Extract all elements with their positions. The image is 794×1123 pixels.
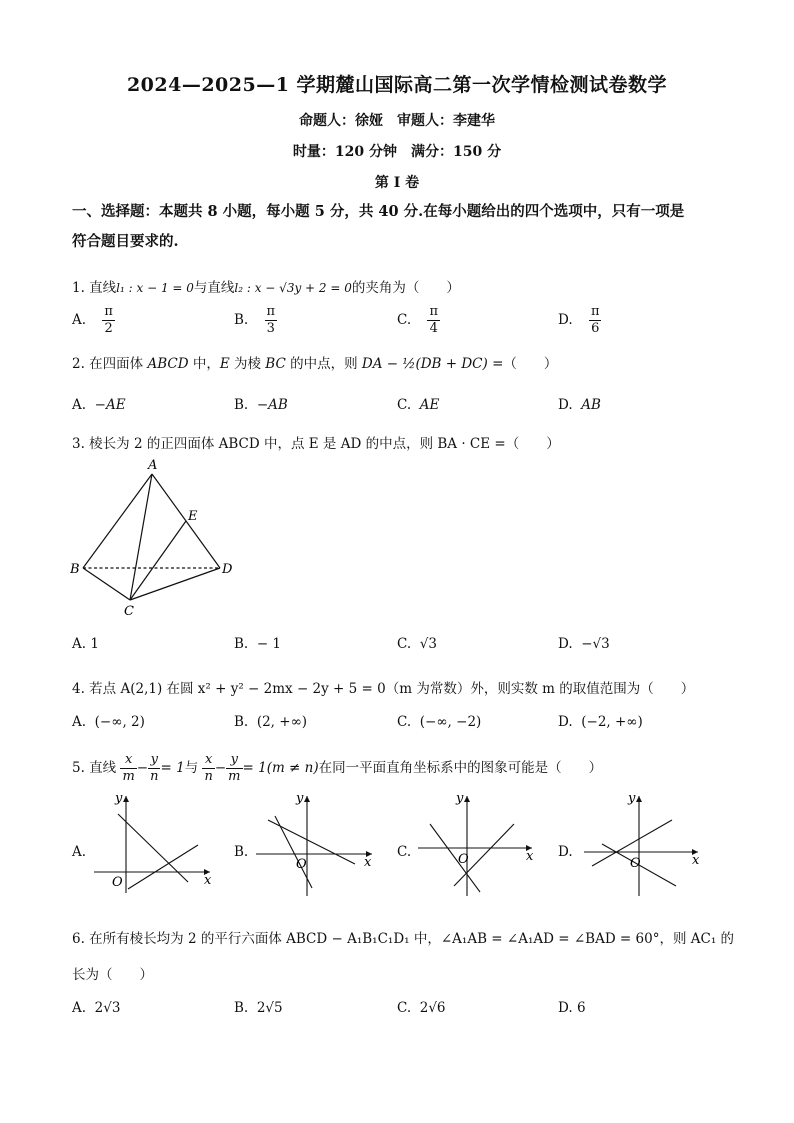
question-6-line1: 6. 在所有棱长均为 2 的平行六面体 ABCD − A₁B₁C₁D₁ 中，∠A₁AB = ∠A₁AD = ∠BAD = 60°，则 AC₁ 的: [72, 931, 735, 947]
q3-option-b[interactable]: B. − 1: [234, 636, 282, 652]
q5-option-a-label[interactable]: A.: [72, 844, 87, 860]
line-l2: l₂ : x − √3y + 2 = 0: [234, 281, 352, 295]
question-6-line2: 长为（ ）: [72, 967, 153, 983]
line-l1: l₁ : x − 1 = 0: [116, 281, 194, 295]
svg-text:x: x: [364, 855, 372, 870]
tetrahedron-figure: [70, 455, 240, 620]
point-e-label: E: [188, 509, 198, 524]
q6-option-c[interactable]: C. 2√6: [397, 1000, 446, 1016]
q1-option-d[interactable]: D. $\frac{\pi}{6}$: [558, 304, 600, 336]
q4-option-b[interactable]: B. (2, +∞): [234, 714, 308, 730]
q6-option-b[interactable]: B. 2√5: [234, 1000, 283, 1016]
svg-text:O: O: [112, 875, 123, 890]
q2-option-c[interactable]: C. AE: [397, 397, 440, 413]
q5-graph-d: [580, 788, 715, 898]
svg-text:O: O: [296, 857, 307, 872]
exam-time-score: 时量：120 分钟 满分：150 分: [292, 144, 502, 160]
svg-text:y: y: [628, 791, 636, 806]
q6-option-a[interactable]: A. 2√3: [72, 1000, 121, 1016]
q2-option-d[interactable]: D. AB: [558, 397, 601, 413]
q1-option-b[interactable]: B. $\frac{\pi}{3}$: [234, 304, 276, 336]
edge-bc: [83, 568, 130, 600]
question-2: 2. 在四面体 ABCD 中，E 为棱 BC 的中点，则 DA − ½(DB + DC) =（ ）: [72, 356, 558, 372]
q5-graph-b: [250, 788, 385, 898]
question-3: 3. 棱长为 2 的正四面体 ABCD 中，点 E 是 AD 的中点，则 BA · CE =（ ）: [72, 436, 560, 452]
svg-text:x: x: [692, 853, 700, 868]
edge-ab: [83, 474, 152, 568]
section-heading: [72, 197, 732, 257]
volume-label: 第 I 卷: [374, 175, 420, 191]
svg-text:O: O: [630, 856, 641, 871]
q1-option-a[interactable]: A. $\frac{\pi}{2}$: [72, 304, 113, 336]
q6-option-d[interactable]: D. 6: [558, 1000, 586, 1016]
q4-option-a[interactable]: A. (−∞, 2): [72, 714, 145, 730]
vertex-c-label: C: [124, 604, 134, 619]
svg-text:y: y: [115, 791, 123, 806]
q3-option-c[interactable]: C. √3: [397, 636, 437, 652]
svg-text:y: y: [456, 791, 464, 806]
q3-option-d[interactable]: D. −√3: [558, 636, 610, 652]
svg-text:O: O: [458, 852, 469, 867]
section-heading-line1: 一、选择题：本题共 8 小题，每小题 5 分，共 40 分.在每小题给出的四个选项中，只有一项是: [72, 203, 685, 220]
svg-text:y: y: [296, 791, 304, 806]
q2-option-b[interactable]: B. −AB: [234, 397, 288, 413]
q4-option-d[interactable]: D. (−2, +∞): [558, 714, 643, 730]
vector-expression: DA − ½(DB + DC) =: [361, 356, 504, 372]
section-heading-line2: 符合题目要求的.: [72, 233, 179, 250]
question-1: 1. 直线l₁ : x − 1 = 0与直线l₂ : x − √3y + 2 = 0的夹角为（ ）: [72, 280, 460, 296]
question-5: 5. 直线 $\frac{x}{m}$ − $\frac{y}{n}$ = 1与 $\frac{x}{n}$ − $\frac{y}{m}$ = 1(m ≠ n)在同一平面直角坐标系中的图象可能是（ ）: [72, 752, 603, 784]
edge-ac: [130, 474, 152, 600]
exam-authors: 命题人：徐娅 审题人：李建华: [299, 113, 495, 129]
q1-option-c[interactable]: C. $\frac{\pi}{4}$: [397, 304, 438, 336]
q2-option-a[interactable]: A. −AE: [72, 397, 126, 413]
svg-text:x: x: [204, 873, 212, 888]
q5-option-d-label[interactable]: D.: [558, 844, 573, 860]
edge-cd: [130, 568, 220, 600]
vertex-d-label: D: [222, 562, 233, 577]
exam-title: 2024—2025—1 学期麓山国际高二第一次学情检测试卷数学: [126, 74, 668, 96]
q5-option-b-label[interactable]: B.: [234, 844, 249, 860]
q5-graph-a: [88, 788, 223, 898]
vertex-b-label: B: [70, 562, 80, 577]
q5-option-c-label[interactable]: C.: [397, 844, 412, 860]
question-4: 4. 若点 A(2,1) 在圆 x² + y² − 2mx − 2y + 5 = 0（m 为常数）外，则实数 m 的取值范围为（ ）: [72, 681, 695, 697]
svg-text:x: x: [526, 849, 534, 864]
vertex-a-label: A: [148, 458, 158, 473]
segment-ce: [130, 521, 186, 600]
q5-graph-c: [414, 788, 549, 898]
q4-option-c[interactable]: C. (−∞, −2): [397, 714, 482, 730]
q3-option-a[interactable]: A. 1: [72, 636, 99, 652]
